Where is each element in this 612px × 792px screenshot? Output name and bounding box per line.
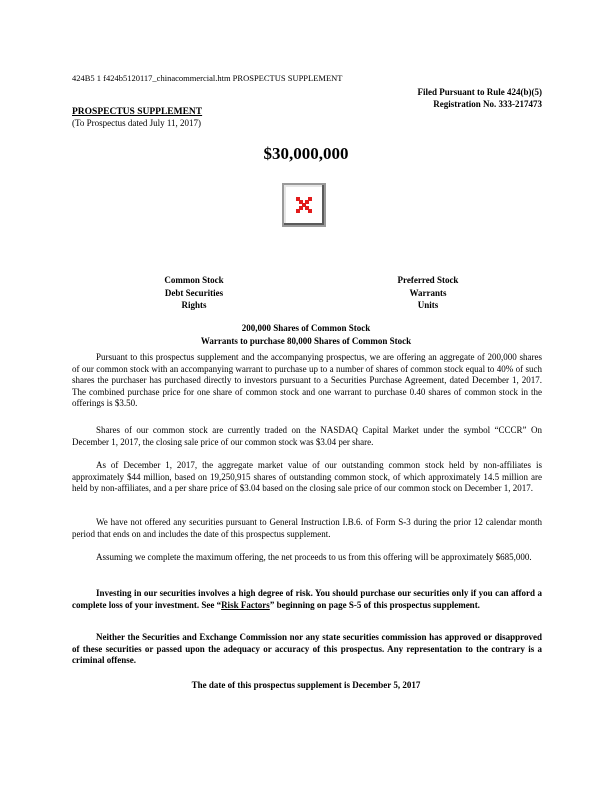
paragraph-nasdaq-listing: Shares of our common stock are currently traded on the NASDAQ Capital Market under the symbol “CCCR” On December 1, 2017, the closing sale price of our common stock was $3.04 per share. <box>72 425 542 447</box>
supplement-title: PROSPECTUS SUPPLEMENT <box>72 107 203 117</box>
securities-list-left <box>124 274 264 312</box>
risk-warning-tail: ” beginning on page S-5 of this prospectus supplement. <box>269 599 480 610</box>
offering-title <box>0 322 612 347</box>
filing-info <box>418 86 543 110</box>
supplement-subtitle: (To Prospectus dated July 11, 2017) <box>72 118 202 128</box>
paragraph-net-proceeds: Assuming we complete the maximum offering, the net proceeds to us from this offering will be approximately $685,000. <box>96 552 532 562</box>
file-header-line: 424B5 1 f424b5120117_chinacommercial.htm PROSPECTUS SUPPLEMENT <box>72 73 343 83</box>
offering-amount: $30,000,000 <box>263 144 349 163</box>
security-units: Units <box>417 300 439 310</box>
securities-list-right <box>358 274 498 312</box>
security-warrants: Warrants <box>409 287 447 298</box>
security-rights: Rights <box>181 300 207 310</box>
paragraph-risk-warning <box>72 588 542 611</box>
paragraph-market-value: As of December 1, 2017, the aggregate market value of our outstanding common stock held by non-affiliates is approximately $44 million, based on 19,250,915 shares of outstanding common stock, of which approximately 14.5 million are held by non-affiliates, and a per share price of $3.04 based on the closing sale price of our common stock on December 1, 2017. <box>72 460 542 494</box>
filed-pursuant-text: Filed Pursuant to Rule 424(b)(5) <box>417 87 542 97</box>
risk-warning-text: Investing in our securities involves a high degree of risk. You should purchase our securities only if you can afford a complete loss of your investment. See “ <box>72 588 542 610</box>
security-preferred-stock: Preferred Stock <box>397 275 459 285</box>
offering-warrants: Warrants to purchase 80,000 Shares of Common Stock <box>200 335 412 346</box>
offering-shares: 200,000 Shares of Common Stock <box>241 323 371 333</box>
paragraph-sec-disclaimer: Neither the Securities and Exchange Commission nor any state securities commission has approved or disapproved of these securities or passed upon the adequacy or accuracy of this prospectus. Any representation to the contrary is a criminal offense. <box>72 632 542 666</box>
paragraph-offering-terms: Pursuant to this prospectus supplement and the accompanying prospectus, we are offering an aggregate of 200,000 shares of our common stock with an accompanying warrant to purchase up to a number of shares of common stock equal to 40% of such shares the purchaser has purchased directly to investors pursuant to a Securities Purchase Agreement, dated December 1, 2017. The combined purchase price for one share of common stock and one warrant to purchase 0.40 shares of common stock in the offerings is $3.50. <box>72 352 542 409</box>
security-debt-securities: Debt Securities <box>164 287 224 298</box>
paragraph-instruction-ib6: We have not offered any securities pursuant to General Instruction I.B.6. of Form S-3 during the prior 12 calendar month period that ends on and includes the date of this prospectus supplement. <box>72 517 542 539</box>
registration-number: Registration No. 333-217473 <box>433 99 542 109</box>
company-logo-placeholder <box>282 183 326 227</box>
broken-image-icon <box>294 195 314 215</box>
risk-factors-link[interactable]: Risk Factors <box>221 599 270 610</box>
supplement-date: The date of this prospectus supplement is December 5, 2017 <box>191 680 421 690</box>
security-common-stock: Common Stock <box>164 275 224 285</box>
